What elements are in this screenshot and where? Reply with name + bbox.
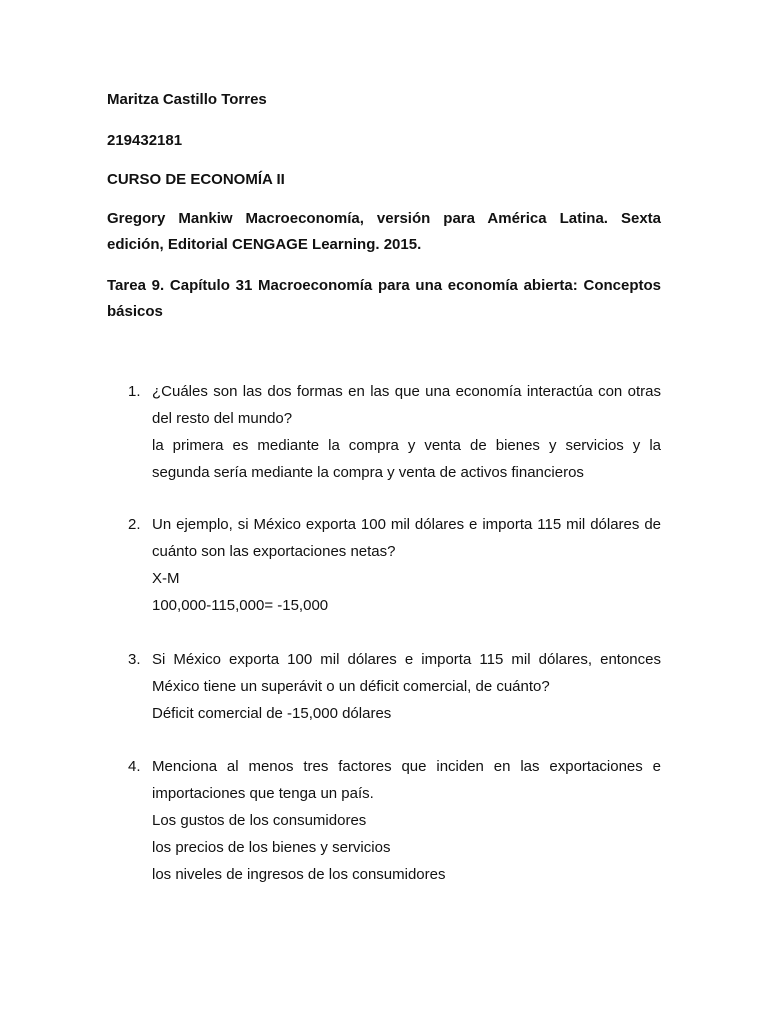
question-number: 1.	[128, 383, 141, 400]
answer-text-line: los precios de los bienes y servicios	[152, 839, 391, 856]
answer-text-line: la primera es mediante la compra y venta de bienes y servicios y la	[152, 437, 661, 454]
question-text-line: importaciones que tenga un país.	[152, 785, 374, 802]
answer-text-line: segunda sería mediante la compra y venta de activos financieros	[152, 464, 584, 481]
question-text-line: del resto del mundo?	[152, 410, 293, 427]
question-text-line: ¿Cuáles son las dos formas en las que una economía interactúa con otras	[152, 383, 661, 400]
question-text-line: cuánto son las exportaciones netas?	[152, 543, 396, 560]
course-title: CURSO DE ECONOMÍA II	[107, 171, 285, 188]
answer-text-line: los niveles de ingresos de los consumidores	[152, 866, 446, 883]
question-number: 4.	[128, 758, 141, 775]
question-text-line: México tiene un superávit o un déficit comercial, de cuánto?	[152, 678, 550, 695]
task-title-line-1: Tarea 9. Capítulo 31 Macroeconomía para una economía abierta: Conceptos	[107, 277, 661, 294]
author-name: Maritza Castillo Torres	[107, 91, 267, 108]
answer-text-line: Déficit comercial de -15,000 dólares	[152, 705, 392, 722]
question-text-line: Menciona al menos tres factores que inciden en las exportaciones e	[152, 758, 661, 775]
question-number: 3.	[128, 651, 141, 668]
question-number: 2.	[128, 516, 141, 533]
reference-line-2: edición, Editorial CENGAGE Learning. 2015.	[107, 236, 422, 253]
answer-text-line: Los gustos de los consumidores	[152, 812, 367, 829]
answer-text-line: X-M	[152, 570, 180, 587]
answer-text-line: 100,000-115,000= -15,000	[152, 597, 329, 614]
question-text-line: Un ejemplo, si México exporta 100 mil dólares e importa 115 mil dólares de	[152, 516, 661, 533]
student-id: 219432181	[107, 132, 183, 149]
task-title-line-2: básicos	[107, 303, 163, 320]
reference-line-1: Gregory Mankiw Macroeconomía, versión para América Latina. Sexta	[107, 210, 661, 227]
question-text-line: Si México exporta 100 mil dólares e importa 115 mil dólares, entonces	[152, 651, 661, 668]
